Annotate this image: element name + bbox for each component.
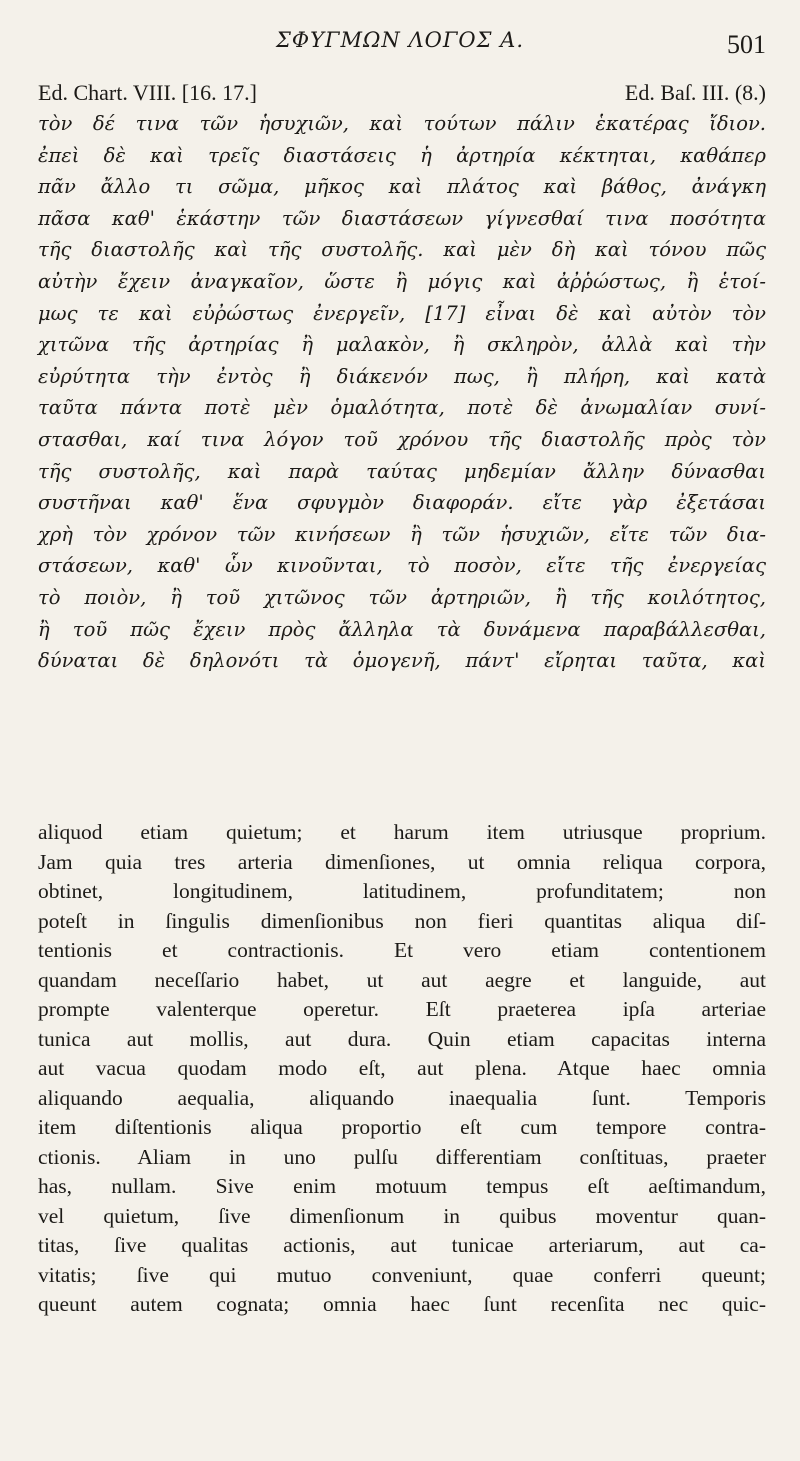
greek-line: μως τε καὶ εὐῤώστως ἐνεργεῖν, [17] εἶναι δὲ καὶ αὐτὸν τὸν — [38, 301, 766, 325]
latin-line: poteſt in ſingulis dimenſionibus non fieri quantitas aliqua diſ- — [38, 908, 766, 933]
greek-line: δύναται δὲ δηλονότι τὰ ὁμογενῆ, πάντ' εἴρηται ταῦτα, καὶ — [38, 649, 766, 673]
greek-line: αὐτὴν ἔχειν ἀναγκαῖον, ὥστε ἢ μόγις καὶ ἀῤῥώστως, ἢ ἑτοί- — [38, 269, 766, 293]
latin-line: aliquod etiam quietum; et harum item utriusque proprium. — [38, 820, 766, 844]
latin-line: ctionis. Aliam in uno pulſu differentiam conſtituas, praeter — [38, 1144, 766, 1169]
latin-line: prompte valenterque operetur. Eſt praeterea ipſa arteriae — [38, 997, 766, 1021]
page-number: 501 — [727, 30, 766, 59]
latin-line: titas, ſive qualitas actionis, aut tunicae arteriarum, aut ca- — [38, 1233, 766, 1257]
greek-line: πᾶν ἄλλο τι σῶμα, μῆκος καὶ πλάτος καὶ βάθος, ἀνάγκη — [38, 175, 766, 199]
greek-line: ἐπεὶ δὲ καὶ τρεῖς διαστάσεις ἡ ἀρτηρία κέκτηται, καθάπερ — [38, 143, 766, 167]
running-title: ΣΦΥΓΜΩΝ ΛΟΓΟΣ Α. — [276, 28, 524, 52]
latin-line: queunt autem cognata; omnia haec ſunt recenſita nec quic- — [38, 1292, 766, 1316]
greek-line: χιτῶνα τῆς ἀρτηρίας ἢ μαλακὸν, ἢ σκληρὸν, ἀλλὰ καὶ τὴν — [38, 333, 766, 357]
greek-line: τὸ ποιὸν, ἢ τοῦ χιτῶνος τῶν ἀρτηριῶν, ἢ τῆς κοιλότητος, — [38, 585, 766, 609]
greek-line: στασθαι, καί τινα λόγον τοῦ χρόνου τῆς διαστολῆς πρὸς τὸν — [38, 427, 766, 451]
latin-line: Jam quia tres arteria dimenſiones, ut omnia reliqua corpora, — [38, 849, 766, 874]
greek-line: τὸν δέ τινα τῶν ἡσυχιῶν, καὶ τούτων πάλιν ἑκατέρας ἴδιον. — [38, 112, 766, 135]
latin-line: vitatis; ſive qui mutuo conveniunt, quae conferri queunt; — [38, 1262, 766, 1287]
latin-line: obtinet, longitudinem, latitudinem, profunditatem; non — [38, 879, 766, 903]
edition-reference-basel: Ed. Baſ. III. (8.) — [624, 80, 766, 105]
latin-line: has, nullam. Sive enim motuum tempus eſt aeſtimandum, — [38, 1174, 766, 1198]
latin-line: tentionis et contractionis. Et vero etiam contentionem — [38, 938, 766, 962]
greek-text-block — [38, 108, 766, 677]
greek-line: στάσεων, καθ' ὧν κινοῦνται, τὸ ποσὸν, εἴτε τῆς ἐνεργείας — [38, 554, 766, 578]
greek-line: ἢ τοῦ πῶς ἔχειν πρὸς ἄλληλα τὰ δυνάμενα παραβάλλεσθαι, — [38, 617, 766, 641]
latin-line: quandam neceſſario habet, ut aut aegre et languide, aut — [38, 967, 766, 992]
greek-line: χρὴ τὸν χρόνον τῶν κινήσεων ἢ τῶν ἡσυχιῶν, εἴτε τῶν δια- — [38, 522, 766, 546]
greek-line: πᾶσα καθ' ἑκάστην τῶν διαστάσεων γίγνεσθαί τινα ποσότητα — [38, 206, 766, 230]
latin-line: vel quietum, ſive dimenſionum in quibus moventur quan- — [38, 1203, 766, 1228]
latin-line: item diſtentionis aliqua proportio eſt cum tempore contra- — [38, 1115, 766, 1139]
greek-line: συστῆναι καθ' ἕνα σφυγμὸν διαφοράν. εἴτε γὰρ ἐξετάσαι — [38, 491, 766, 515]
greek-line: τῆς διαστολῆς καὶ τῆς συστολῆς. καὶ μὲν δὴ καὶ τόνου πῶς — [38, 238, 766, 262]
latin-line: aut vacua quodam modo eſt, aut plena. Atque haec omnia — [38, 1056, 766, 1080]
latin-line: tunica aut mollis, aut dura. Quin etiam capacitas interna — [38, 1026, 766, 1051]
greek-line: ταῦτα πάντα ποτὲ μὲν ὁμαλότητα, ποτὲ δὲ ἀνωμαλίαν συνί- — [38, 396, 766, 420]
greek-line: τῆς συστολῆς, καὶ παρὰ ταύτας μηδεμίαν ἄλλην δύνασθαι — [38, 459, 766, 483]
edition-reference-chartier: Ed. Chart. VIII. [16. 17.] — [38, 80, 257, 105]
latin-line: aliquando aequalia, aliquando inaequalia ſunt. Temporis — [38, 1085, 766, 1110]
latin-translation-block — [38, 818, 766, 1320]
greek-line: εὐρύτητα τὴν ἐντὸς ἢ διάκενόν πως, ἢ πλήρη, καὶ κατὰ — [38, 364, 766, 388]
